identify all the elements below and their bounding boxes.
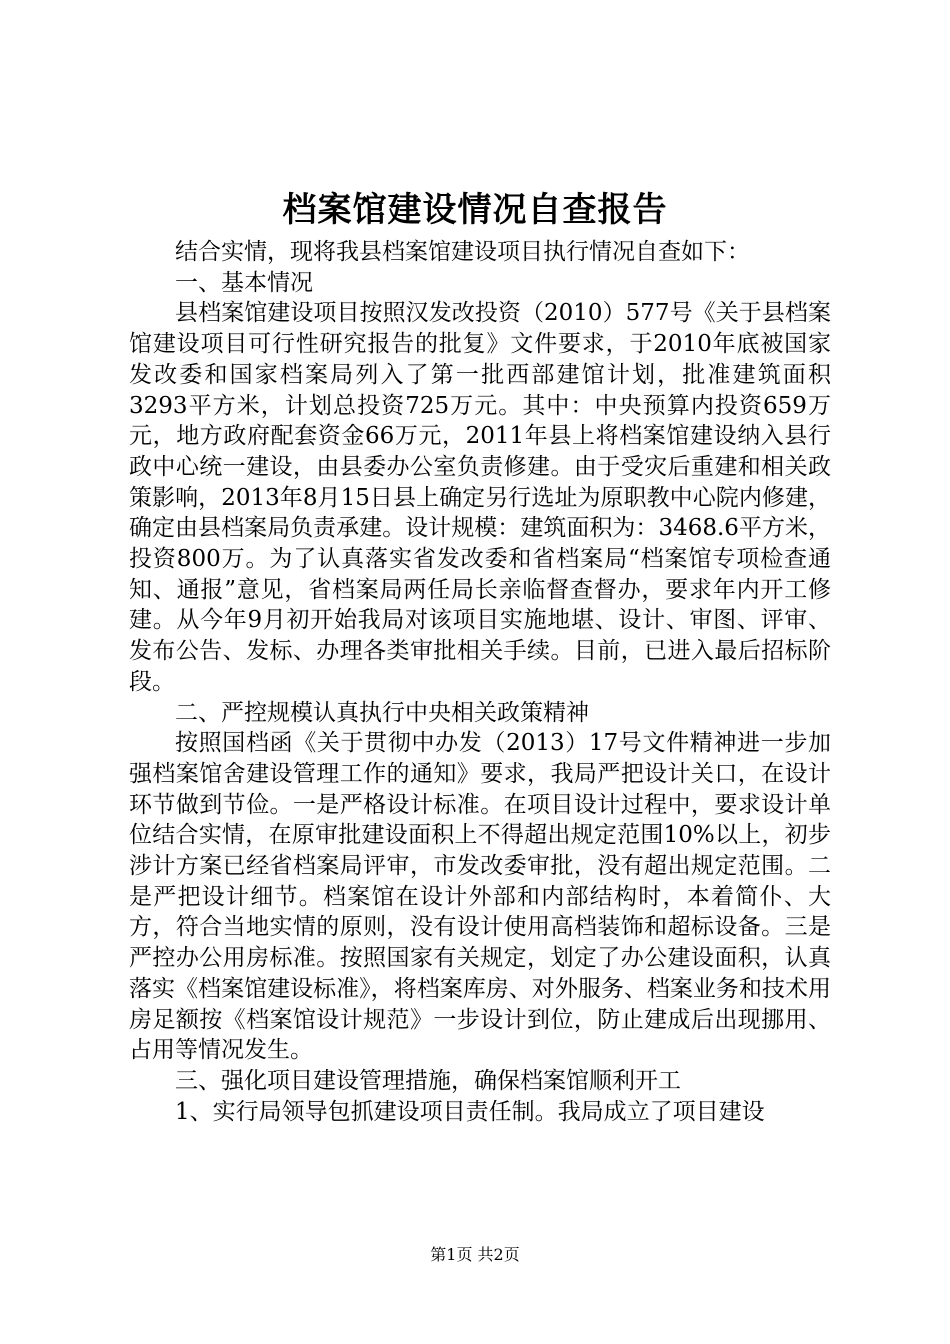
document-title: 档案馆建设情况自查报告 <box>282 190 668 230</box>
paragraph-basic-situation: 县档案馆建设项目按照汉发改投资（2010）577号《关于县档案馆建设项目可行性研究报告的批复》文件要求，于2010年底被国家发改委和国家档案局列入了第一批西部建馆计划，批准建筑面积3293平方米，计划总投资725万元。其中：中央预算内投资659万元，地方政府配套资金66万元，2011年县上将档案馆建设纳入县行政中心统一建设，由县委办公室负责修建。由于受灾后重建和相关政策影响，2013年8月15日县上确定另行选址为原职教中心院内修建，确定由县档案局负责承建。设计规模：建筑面积为：3468.6平方米，投资800万。为了认真落实省发改委和省档案局“档案馆专项检查通知、通报”意见，省档案局两任局长亲临督查督办，要求年内开工修建。从今年9月初开始我局对该项目实施地堪、设计、审图、评审、发布公告、发标、办理各类审批相关手续。目前，已进入最后招标阶段。 <box>129 300 831 695</box>
document-body <box>129 237 831 1127</box>
page-footer: 第1页 共2页 <box>430 1245 520 1264</box>
paragraph-scale-control: 按照国档函《关于贯彻中办发（2013）17号文件精神进一步加强档案馆舍建设管理工作的通知》要求，我局严把设计关口，在设计环节做到节俭。一是严格设计标准。在项目设计过程中，要求设计单位结合实情，在原审批建设面积上不得超出规定范围10%以上，初步涉计方案已经省档案局评审，市发改委审批，没有超出规定范围。二是严把设计细节。档案馆在设计外部和内部结构时，本着简仆、大方，符合当地实情的原则，没有设计使用高档装饰和超标设备。三是严控办公用房标准。按照国家有关规定，划定了办公建设面积，认真落实《档案馆建设标准》，将档案库房、对外服务、档案业务和技术用房足额按《档案馆设计规范》一步设计到位，防止建成后出现挪用、占用等情况发生。 <box>129 730 831 1064</box>
section-heading-2: 二、严控规模认真执行中央相关政策精神 <box>175 699 589 726</box>
section-heading-3: 三、强化项目建设管理措施，确保档案馆顺利开工 <box>175 1067 681 1094</box>
paragraph-management-1: 1、实行局领导包抓建设项目责任制。我局成立了项目建设 <box>175 1098 765 1125</box>
section-heading-1: 一、基本情况 <box>175 269 313 296</box>
paragraph-intro: 结合实情，现将我县档案馆建设项目执行情况自查如下： <box>175 239 750 265</box>
